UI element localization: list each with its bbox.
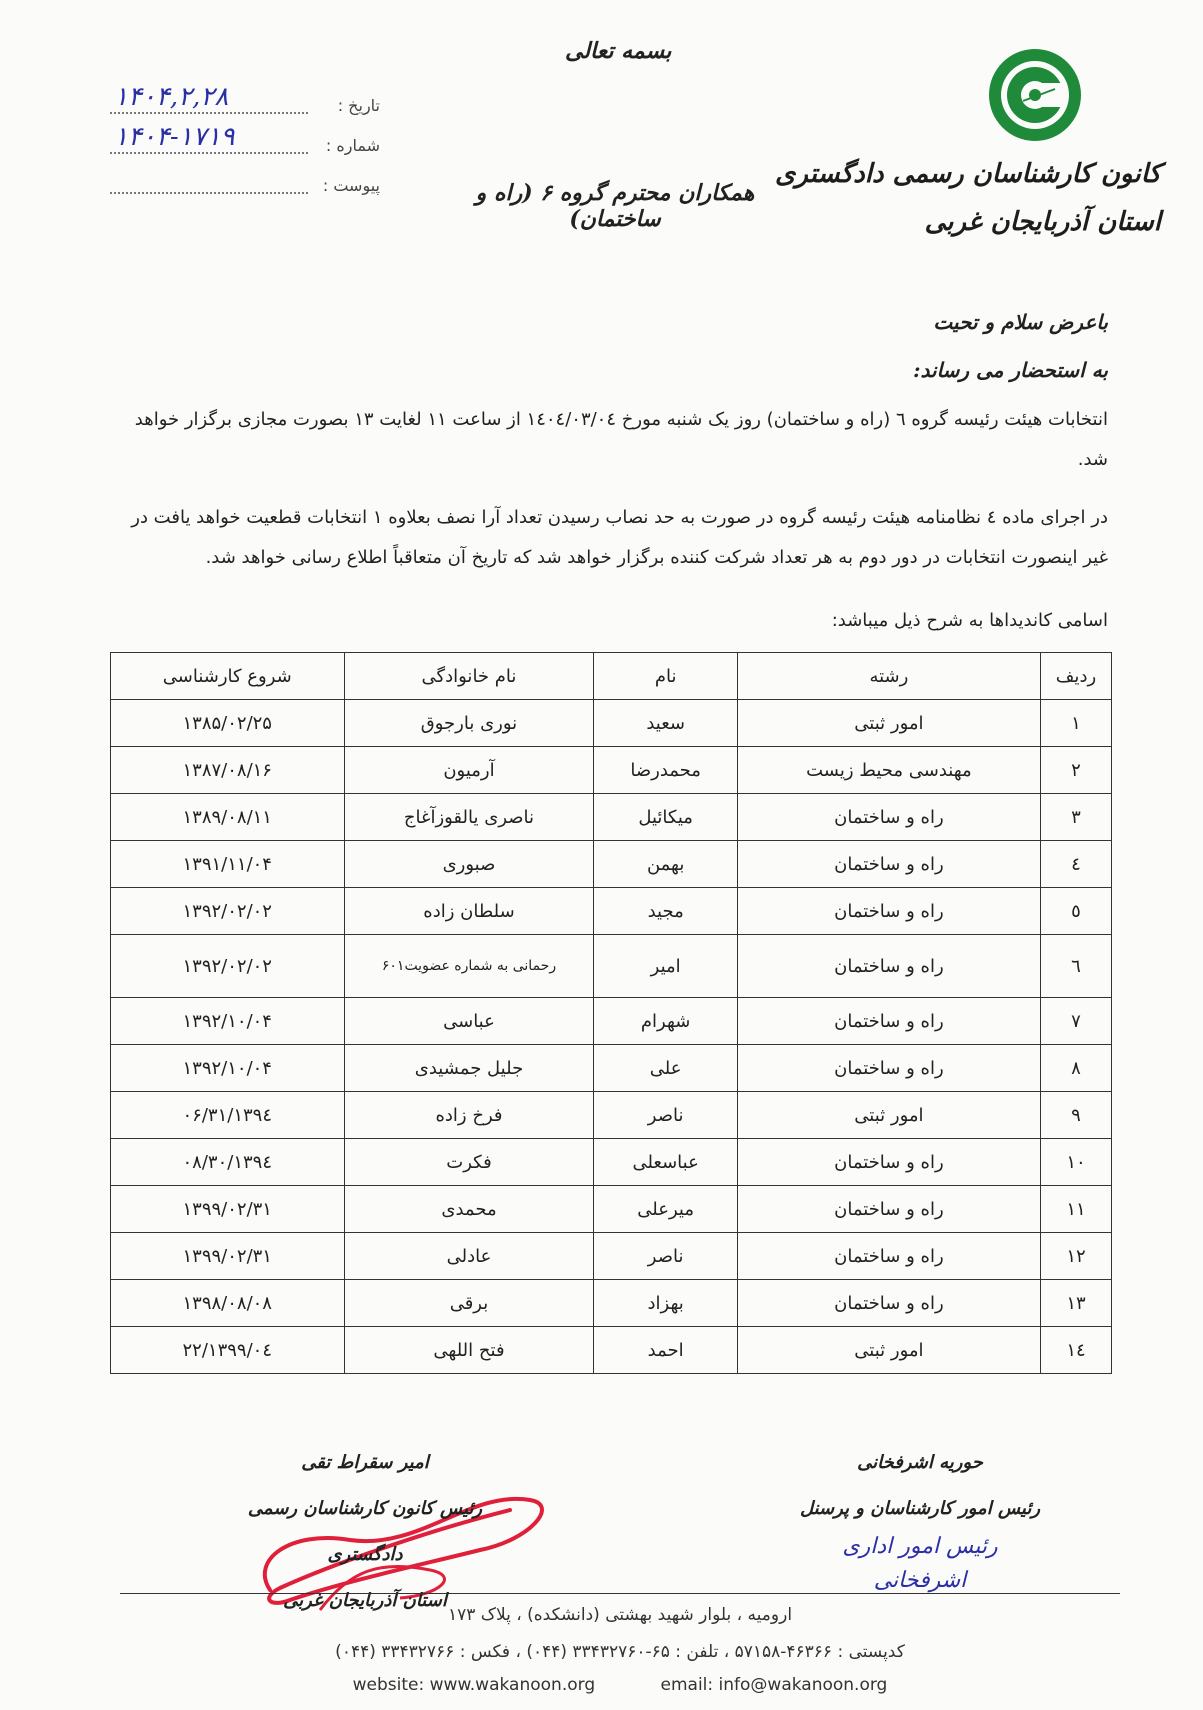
cell-family: ناصری یالقوزآغاج bbox=[344, 794, 594, 841]
addressee: همکاران محترم گروه ۶ (راه و ساختمان) bbox=[475, 180, 755, 232]
cell-field: راه و ساختمان bbox=[737, 888, 1040, 935]
cell-start: ۱۳۹۹/۰٤/۲۲ bbox=[111, 1327, 345, 1374]
table-row bbox=[111, 1045, 1112, 1092]
table-row bbox=[111, 1139, 1112, 1186]
cell-row-number: ۷ bbox=[1040, 998, 1111, 1045]
cell-name: محمدرضا bbox=[594, 747, 737, 794]
cell-start: ۱۳۹٤/۰۶/۳۱ bbox=[111, 1092, 345, 1139]
cell-family: رحمانی به شماره عضویت۶۰۱ bbox=[344, 935, 594, 998]
number-value: ۱۴۰۴-۱۷۱۹ bbox=[114, 122, 235, 152]
cell-row-number: ۳ bbox=[1040, 794, 1111, 841]
cell-name: شهرام bbox=[594, 998, 737, 1045]
cell-name: میکائیل bbox=[594, 794, 737, 841]
cell-row-number: ۸ bbox=[1040, 1045, 1111, 1092]
table-header-row bbox=[111, 653, 1112, 700]
table-row bbox=[111, 1092, 1112, 1139]
cell-family: برقی bbox=[344, 1280, 594, 1327]
table-row bbox=[111, 1327, 1112, 1374]
cell-name: مجید bbox=[594, 888, 737, 935]
cell-field: امور ثبتی bbox=[737, 700, 1040, 747]
letter-body bbox=[120, 400, 1108, 578]
table-row bbox=[111, 998, 1112, 1045]
cell-family: فتح اللهی bbox=[344, 1327, 594, 1374]
left-signer-title1: رئیس کانون کارشناسان رسمی دادگستری bbox=[247, 1498, 483, 1565]
table-row bbox=[111, 747, 1112, 794]
cell-name: بهمن bbox=[594, 841, 737, 888]
body-paragraph-2: در اجرای ماده ٤ نظامنامه هیئت رئیسه گروه در صورت به حد نصاب رسیدن تعداد آرا نصف بعلاوه ۱ انتخابات قطعیت خواهد یافت در غیر اینصورت انتخابات در دور دوم به هر تعداد شرکت کننده برگزار خواهد شد که تاریخ آن متعاقباً اطلاع رسانی خواهد شد. bbox=[131, 507, 1108, 568]
left-signer-name: امیر سقراط تقی bbox=[301, 1452, 429, 1473]
candidates-table bbox=[110, 652, 1112, 1374]
cell-field: راه و ساختمان bbox=[737, 998, 1040, 1045]
table-row bbox=[111, 935, 1112, 998]
cell-family: نوری بارجوق bbox=[344, 700, 594, 747]
cell-start: ۱۳۹۲/۱۰/۰۴ bbox=[111, 1045, 345, 1092]
cell-start: ۱۳۹۹/۰۲/۳۱ bbox=[111, 1186, 345, 1233]
table-body bbox=[111, 700, 1112, 1374]
candidates-intro: اسامی کاندیداها به شرح ذیل میباشد: bbox=[831, 610, 1108, 631]
blue-handwritten-signature bbox=[800, 1530, 1040, 1598]
right-signer-name: حوریه اشرفخانی bbox=[857, 1452, 983, 1473]
cell-start: ۱۳۹۲/۱۰/۰۴ bbox=[111, 998, 345, 1045]
date-dots bbox=[110, 112, 308, 114]
table-row bbox=[111, 794, 1112, 841]
cell-start: ۱۳۸۹/۰۸/۱۱ bbox=[111, 794, 345, 841]
handwritten-title: رئیس امور اداری bbox=[842, 1534, 998, 1559]
organization-logo-icon bbox=[985, 45, 1085, 145]
greeting-line2: به استحضار می رساند: bbox=[913, 358, 1108, 382]
cell-field: راه و ساختمان bbox=[737, 1045, 1040, 1092]
cell-name: ناصر bbox=[594, 1092, 737, 1139]
cell-row-number: ٥ bbox=[1040, 888, 1111, 935]
cell-field: راه و ساختمان bbox=[737, 1186, 1040, 1233]
cell-family: فکرت bbox=[344, 1139, 594, 1186]
cell-name: سعید bbox=[594, 700, 737, 747]
cell-row-number: ۱۰ bbox=[1040, 1139, 1111, 1186]
footer-email[interactable]: email: info@wakanoon.org bbox=[660, 1675, 888, 1695]
cell-field: راه و ساختمان bbox=[737, 794, 1040, 841]
cell-row-number: ۱۱ bbox=[1040, 1186, 1111, 1233]
cell-start: ۱۳۹۲/۰۲/۰۲ bbox=[111, 935, 345, 998]
cell-family: محمدی bbox=[344, 1186, 594, 1233]
cell-start: ۱۳۹٤/۰۸/۳۰ bbox=[111, 1139, 345, 1186]
cell-name: ناصر bbox=[594, 1233, 737, 1280]
footer-contact: کدپستی : ۴۶۳۶۶-۵۷۱۵۸ ، تلفن : ۶۵-۳۳۴۳۲۷۶۰ (۰۴۴) ، فکس : ۳۳۴۳۲۷۶۶ (۰۴۴) bbox=[335, 1642, 905, 1662]
footer-divider bbox=[120, 1593, 1120, 1594]
footer-address: ارومیه ، بلوار شهید بهشتی (دانشکده) ، پلاک ۱۷۳ bbox=[447, 1605, 793, 1625]
cell-name: احمد bbox=[594, 1327, 737, 1374]
cell-row-number: ۲ bbox=[1040, 747, 1111, 794]
cell-family: عادلی bbox=[344, 1233, 594, 1280]
organization-line1: کانون کارشناسان رسمی دادگستری bbox=[775, 159, 1161, 189]
cell-field: امور ثبتی bbox=[737, 1092, 1040, 1139]
table-row bbox=[111, 841, 1112, 888]
cell-start: ۱۳۹۱/۱۱/۰۴ bbox=[111, 841, 345, 888]
cell-row-number: ٦ bbox=[1040, 935, 1111, 998]
cell-name: علی bbox=[594, 1045, 737, 1092]
table-row bbox=[111, 1280, 1112, 1327]
cell-family: صبوری bbox=[344, 841, 594, 888]
table-row bbox=[111, 1186, 1112, 1233]
header-start: شروع کارشناسی bbox=[111, 653, 345, 700]
signature-block-left bbox=[210, 1440, 520, 1624]
organization-line2: استان آذربایجان غربی bbox=[924, 207, 1161, 237]
header-field: رشته bbox=[737, 653, 1040, 700]
cell-name: بهزاد bbox=[594, 1280, 737, 1327]
body-paragraph-1: انتخابات هیئت رئیسه گروه ٦ (راه و ساختمان) روز یک شنبه مورخ ۱٤٠٤/٠٣/٠٤ از ساعت ۱۱ لغایت ۱۳ بصورت مجازی برگزار خواهد شد. bbox=[134, 409, 1108, 470]
header-row-number: ردیف bbox=[1040, 653, 1111, 700]
number-label: شماره : bbox=[325, 136, 380, 155]
cell-name: عباسعلی bbox=[594, 1139, 737, 1186]
cell-start: ۱۳۹۹/۰۲/۳۱ bbox=[111, 1233, 345, 1280]
header-family: نام خانوادگی bbox=[344, 653, 594, 700]
cell-start: ۱۳۸۵/۰۲/۲۵ bbox=[111, 700, 345, 747]
cell-field: راه و ساختمان bbox=[737, 1280, 1040, 1327]
number-dots bbox=[110, 152, 308, 154]
greeting-line1: باعرض سلام و تحیت bbox=[933, 310, 1108, 334]
cell-start: ۱۳۹۸/۰۸/۰۸ bbox=[111, 1280, 345, 1327]
cell-family: آرمیون bbox=[344, 747, 594, 794]
table-row bbox=[111, 1233, 1112, 1280]
handwritten-name: اشرفخانی bbox=[873, 1568, 967, 1593]
cell-field: راه و ساختمان bbox=[737, 1233, 1040, 1280]
cell-field: امور ثبتی bbox=[737, 1327, 1040, 1374]
attachment-label: پیوست : bbox=[322, 176, 380, 195]
cell-field: راه و ساختمان bbox=[737, 841, 1040, 888]
cell-name: امیر bbox=[594, 935, 737, 998]
cell-row-number: ۱۲ bbox=[1040, 1233, 1111, 1280]
left-signer-title2: استان آذربایجان غربی bbox=[283, 1590, 447, 1611]
cell-row-number: ۱۳ bbox=[1040, 1280, 1111, 1327]
date-label: تاریخ : bbox=[337, 96, 380, 115]
cell-start: ۱۳۸۷/۰۸/۱۶ bbox=[111, 747, 345, 794]
cell-row-number: ۱٤ bbox=[1040, 1327, 1111, 1374]
organization-name bbox=[775, 150, 1161, 246]
basmala: بسمه تعالی bbox=[565, 38, 672, 64]
attachment-row bbox=[110, 172, 380, 212]
cell-field: راه و ساختمان bbox=[737, 935, 1040, 998]
table-row bbox=[111, 700, 1112, 747]
header-name: نام bbox=[594, 653, 737, 700]
footer-website[interactable]: website: www.wakanoon.org bbox=[352, 1675, 596, 1695]
cell-field: راه و ساختمان bbox=[737, 1139, 1040, 1186]
date-value: ۱۴۰۴,۲,۲۸ bbox=[114, 82, 229, 112]
letter-meta bbox=[110, 82, 380, 212]
attachment-dots bbox=[110, 192, 308, 194]
cell-row-number: ٤ bbox=[1040, 841, 1111, 888]
right-signer-title: رئیس امور کارشناسان و پرسنل bbox=[799, 1498, 1041, 1519]
cell-row-number: ۱ bbox=[1040, 700, 1111, 747]
table-row bbox=[111, 888, 1112, 935]
cell-family: فرخ زاده bbox=[344, 1092, 594, 1139]
greeting bbox=[913, 298, 1108, 394]
cell-name: میرعلی bbox=[594, 1186, 737, 1233]
cell-field: مهندسی محیط زیست bbox=[737, 747, 1040, 794]
cell-family: عباسی bbox=[344, 998, 594, 1045]
signature-block-right bbox=[790, 1440, 1050, 1532]
number-row bbox=[110, 122, 380, 172]
cell-family: سلطان زاده bbox=[344, 888, 594, 935]
cell-row-number: ۹ bbox=[1040, 1092, 1111, 1139]
cell-start: ۱۳۹۲/۰۲/۰۲ bbox=[111, 888, 345, 935]
cell-family: جلیل جمشیدی bbox=[344, 1045, 594, 1092]
footer-web bbox=[120, 1675, 1120, 1695]
